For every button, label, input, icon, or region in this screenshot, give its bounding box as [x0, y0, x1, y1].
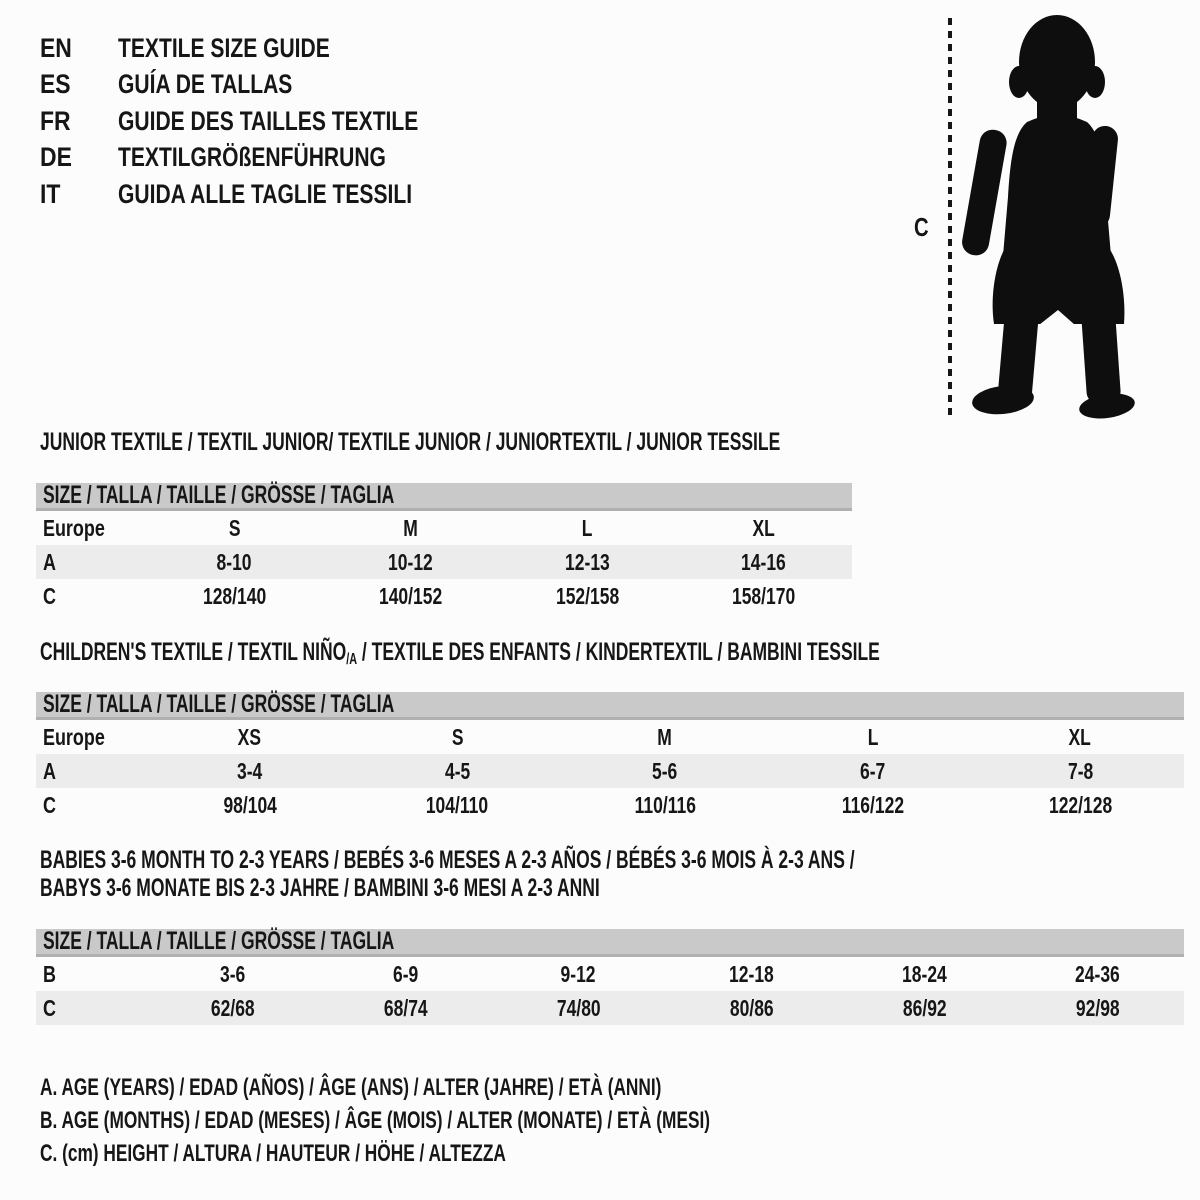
table-cell: 10-12 — [388, 548, 434, 575]
height-measure-line — [948, 18, 952, 420]
table-cell: 110/116 — [634, 791, 696, 818]
junior-size-table — [36, 483, 852, 613]
table-row — [36, 788, 1184, 822]
note-age-months: B. AGE (MONTHS) / EDAD (MESES) / ÂGE (MOIS) / ALTER (MONATE) / ETÀ (MESI) — [40, 1107, 711, 1134]
row-label: C — [43, 582, 56, 609]
children-section-title: CHILDREN'S TEXTILE / TEXTIL $NIÑO_{/A}$ / TEXTILE DES ENFANTS / KINDERTEXTIL / BAMBINI TESSILE — [40, 638, 880, 668]
table-cell: 122/128 — [1048, 791, 1112, 818]
height-measure-label: C — [914, 212, 929, 242]
table-row — [36, 579, 852, 613]
toddler-figure — [900, 12, 1160, 424]
table-cell: 6-7 — [859, 757, 886, 784]
table-cell: XL — [1068, 723, 1092, 750]
toddler-silhouette-icon — [955, 12, 1145, 420]
table-cell: 128/140 — [202, 582, 266, 609]
table-cell: 8-10 — [216, 548, 252, 575]
table-cell: 9-12 — [560, 960, 596, 987]
table-size-header: SIZE / TALLA / TAILLE / GRÖSSE / TAGLIA — [36, 929, 1184, 957]
row-label: Europe — [43, 514, 105, 541]
note-age-years: A. AGE (YEARS) / EDAD (AÑOS) / ÂGE (ANS) / ALTER (JAHRE) / ETÀ (ANNI) — [40, 1074, 662, 1101]
row-label: C — [43, 994, 56, 1021]
table-cell: L — [867, 723, 878, 750]
junior-section-title: JUNIOR TEXTILE / TEXTIL JUNIOR/ TEXTILE JUNIOR / JUNIORTEXTIL / JUNIOR TESSILE — [40, 428, 781, 456]
table-cell: S — [451, 723, 464, 750]
language-title: GUÍA DE TALLAS — [118, 69, 293, 100]
row-label: A — [43, 757, 56, 784]
table-cell: 92/98 — [1075, 994, 1120, 1021]
table-cell: S — [228, 514, 241, 541]
table-cell: 12-13 — [564, 548, 610, 575]
table-row — [36, 545, 852, 579]
table-cell: M — [657, 723, 673, 750]
table-row — [36, 991, 1184, 1025]
table-cell: 98/104 — [223, 791, 277, 818]
table-cell: XS — [238, 723, 262, 750]
babies-section-title-line1: BABIES 3-6 MONTH TO 2-3 YEARS / BEBÉS 3-6 MESES A 2-3 AÑOS / BÉBÉS 3-6 MOIS À 2-3 ANS / — [40, 846, 855, 874]
table-cell: 80/86 — [729, 994, 774, 1021]
table-row — [36, 754, 1184, 788]
table-cell: 24-36 — [1075, 960, 1120, 987]
row-label: A — [43, 548, 56, 575]
language-title: GUIDA ALLE TAGLIE TESSILI — [118, 178, 413, 209]
table-row — [36, 957, 1184, 991]
language-row — [40, 30, 503, 67]
table-cell: 3-6 — [219, 960, 246, 987]
table-cell: 18-24 — [902, 960, 947, 987]
table-cell: 104/110 — [426, 791, 489, 818]
legend-notes — [40, 1071, 971, 1170]
language-title: TEXTILGRÖßENFÜHRUNG — [118, 142, 386, 173]
table-cell: L — [581, 514, 593, 541]
row-label: Europe — [43, 723, 105, 750]
language-title: GUIDE DES TAILLES TEXTILE — [118, 105, 419, 136]
language-code: FR — [40, 105, 71, 136]
table-cell: XL — [752, 514, 775, 541]
table-cell: 6-9 — [392, 960, 419, 987]
table-cell: 62/68 — [210, 994, 255, 1021]
table-cell: 74/80 — [556, 994, 601, 1021]
language-row — [40, 103, 503, 140]
table-row — [36, 720, 1184, 754]
table-cell: 86/92 — [902, 994, 947, 1021]
language-title-list — [40, 30, 503, 213]
table-cell: 140/152 — [379, 582, 443, 609]
table-cell: 3-4 — [237, 757, 263, 784]
language-row — [40, 67, 503, 104]
table-cell: 68/74 — [383, 994, 428, 1021]
nino-a-subscript: /A — [346, 650, 358, 668]
language-title: TEXTILE SIZE GUIDE — [118, 32, 330, 63]
language-code: DE — [40, 142, 72, 173]
table-cell: 4-5 — [444, 757, 471, 784]
row-label: B — [43, 960, 56, 987]
table-cell: 158/170 — [732, 582, 796, 609]
table-cell: 12-18 — [729, 960, 774, 987]
table-row — [36, 511, 852, 545]
children-size-table — [36, 692, 1184, 822]
table-size-header: SIZE / TALLA / TAILLE / GRÖSSE / TAGLIA — [36, 692, 1184, 720]
table-cell: M — [403, 514, 419, 541]
table-cell: 14-16 — [741, 548, 787, 575]
table-cell: 7-8 — [1067, 757, 1093, 784]
table-cell: 116/122 — [841, 791, 904, 818]
babies-size-table — [36, 929, 1184, 1025]
table-cell: 152/158 — [555, 582, 619, 609]
language-code: IT — [40, 178, 61, 209]
note-height-cm: C. (cm) HEIGHT / ALTURA / HAUTEUR / HÖHE / ALTEZZA — [40, 1140, 506, 1167]
table-cell: 5-6 — [652, 757, 678, 784]
language-code: ES — [40, 69, 71, 100]
table-size-header: SIZE / TALLA / TAILLE / GRÖSSE / TAGLIA — [36, 483, 852, 511]
row-label: C — [43, 791, 56, 818]
language-row — [40, 140, 503, 177]
language-code: EN — [40, 32, 72, 63]
babies-section-title-line2: BABYS 3-6 MONATE BIS 2-3 JAHRE / BAMBINI 3-6 MESI A 2-3 ANNI — [40, 874, 600, 902]
language-row — [40, 176, 503, 213]
